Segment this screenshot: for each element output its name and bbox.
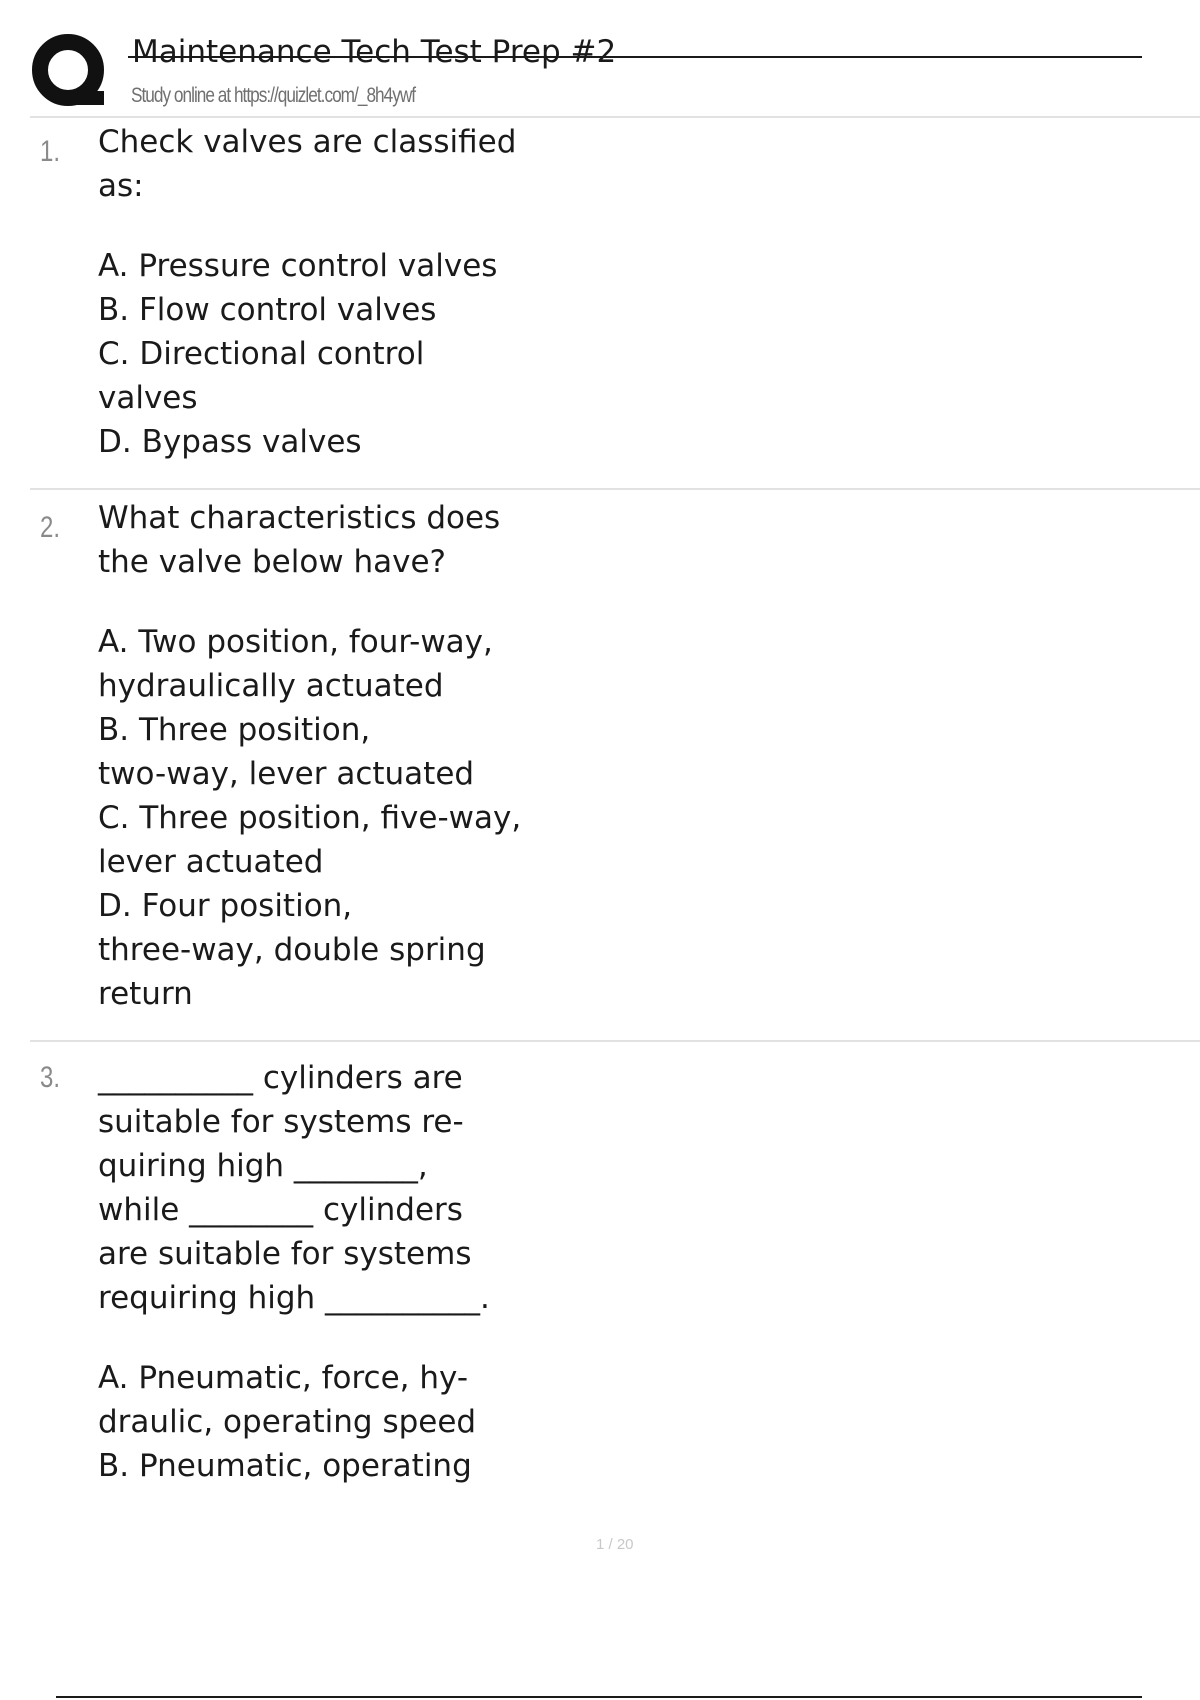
question-number: 3. [40,1061,61,1094]
question-prompt: Check valves are classified as: [98,124,517,204]
question-body [98,1056,528,1488]
quizlet-logo-icon [30,33,112,113]
question-body [98,120,528,464]
question-item [30,492,1200,1042]
question-item [30,118,1200,490]
question-prompt: What characteristics does the valve below have? [98,500,501,580]
page-header [0,0,1200,118]
question-body [98,496,528,1016]
page-number: 1 / 20 [596,1536,634,1553]
answer-options: A. Pressure control valves B. Flow control valves C. Directional control valves D. Bypass valves [98,248,498,460]
question-number: 1. [40,135,61,168]
question-divider [30,488,1200,490]
study-online-link[interactable]: Study online at https://quizlet.com/_8h4ywf [131,84,416,107]
question-item [30,1044,1200,1484]
document-title: Maintenance Tech Test Prep #2 [132,34,617,70]
footer-rule [56,1696,1142,1698]
question-prompt: __________ cylinders are suitable for systems re- quiring high ________, while ________ cylinders are suitable for systems requiring high __________. [98,1060,490,1316]
answer-options: A. Pneumatic, force, hy- draulic, operating speed B. Pneumatic, operating [98,1360,477,1484]
answer-options: A. Two position, four-way, hydraulically actuated B. Three position, two-way, lever actuated C. Three position, five-way, lever actuated D. Four position, three-way, double spring return [98,624,522,1012]
question-number: 2. [40,511,61,544]
question-divider [30,1040,1200,1042]
